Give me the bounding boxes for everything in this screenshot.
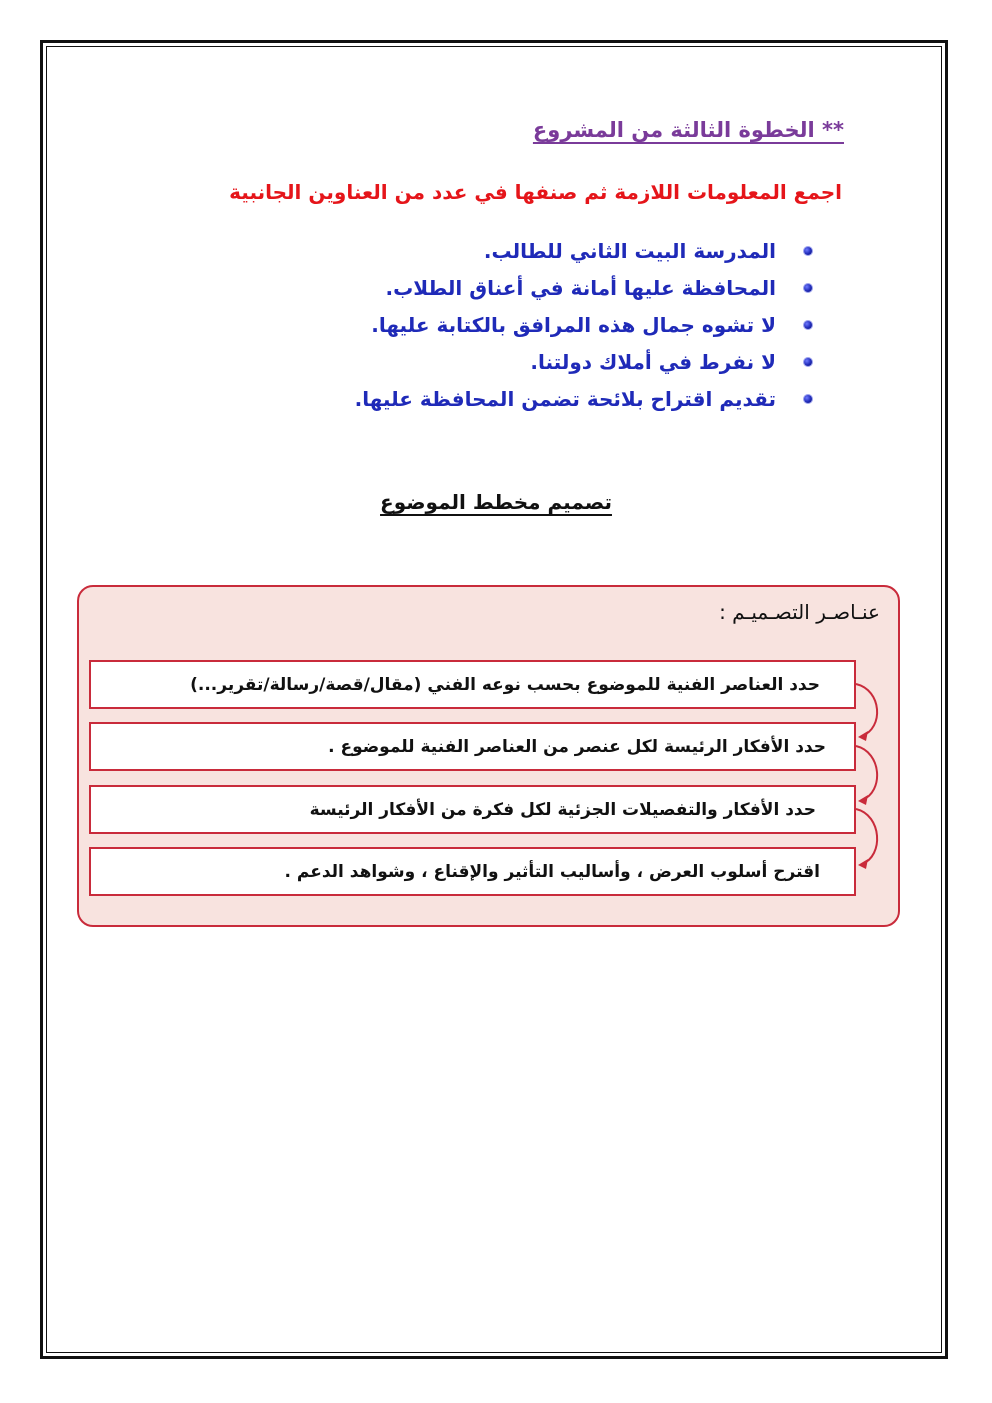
connector-arrow-icon (856, 684, 877, 736)
instruction-text: اجمع المعلومات اللازمة ثم صنفها في عدد من العناوين الجانبية (229, 180, 842, 204)
arrowhead-icon (858, 859, 868, 869)
design-heading-text: تصميم مخطط الموضوع (380, 490, 612, 514)
step-title: ** الخطوة الثالثة من المشروع (532, 118, 844, 142)
bullet-text: لا نفرط في أملاك دولتنا. (530, 350, 776, 374)
bullet-text: المدرسة البيت الثاني للطالب. (483, 239, 776, 263)
arrowhead-icon (858, 795, 868, 805)
bullet-text: المحافظة عليها أمانة في أعناق الطلاب. (385, 276, 776, 300)
panel-title: عنـاصـر التصـميـم : (719, 600, 880, 624)
connector-arrow-icon (856, 809, 877, 864)
design-step-text: حدد العناصر الفنية للموضوع بحسب نوعه الفني (مقال/قصة/رسالة/تقرير...) (190, 674, 820, 695)
connector-arrow-icon (856, 746, 877, 800)
arrowhead-icon (858, 731, 868, 741)
design-step-text: حدد الأفكار والتفصيلات الجزئية لكل فكرة من الأفكار الرئيسة (309, 799, 816, 820)
bullet-text: تقديم اقتراح بلائحة تضمن المحافظة عليها. (354, 387, 776, 411)
design-step-text: حدد الأفكار الرئيسة لكل عنصر من العناصر الفنية للموضوع . (328, 736, 826, 757)
bullet-text: لا تشوه جمال هذه المرافق بالكتابة عليها. (371, 313, 776, 337)
design-step-text: اقترح أسلوب العرض ، وأساليب التأثير والإقناع ، وشواهد الدعم . (284, 861, 820, 882)
